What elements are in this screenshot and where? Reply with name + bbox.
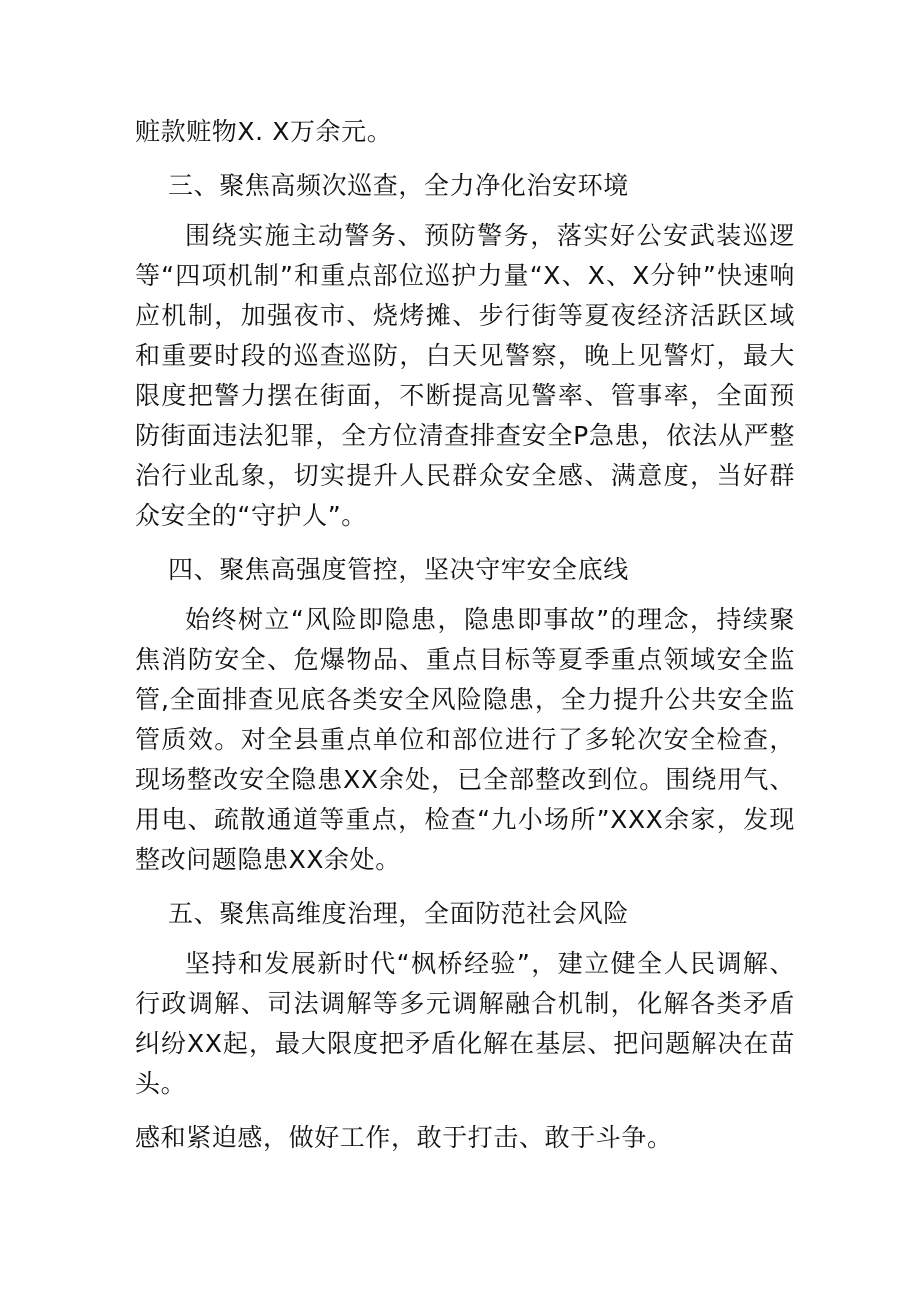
document-body: [135, 112, 795, 1158]
section-4-heading: 四、聚焦高强度管控，坚决守牢安全底线: [168, 555, 629, 584]
section-5-heading: 五、聚焦高维度治理，全面防范社会风险: [168, 899, 629, 928]
section-3-body: 围绕实施主动警务、预防警务，落实好公安武装巡逻等“四项机制”和重点部位巡护力量“X、X、X分钟”快速响应机制，加强夜市、烧烤摊、步行街等夏夜经济活跃区域和重要时段的巡查巡防，白天见警察，晚上见警灯，最大限度把警力摆在街面，不断提高见警率、管事率，全面预防街面违法犯罪，全方位清查排查安全P急患，依法从严整治行业乱象，切实提升人民群众安全感、满意度，当好群众安全的“守护人”。: [135, 221, 795, 530]
section-5-body: 坚持和发展新时代“枫桥经验”，建立健全人民调解、行政调解、司法调解等多元调解融合机制，化解各类矛盾纠纷XX起，最大限度把矛盾化解在基层、把问题解决在苗头。: [135, 949, 795, 1098]
closing-line: 感和紧迫感，做好工作，敢于打击、敢于斗争。: [135, 1123, 673, 1152]
section-4-body: 始终树立“风险即隐患，隐患即事故”的理念，持续聚焦消防安全、危爆物品、重点目标等夏季重点领域安全监管,全面排查见底各类安全风险隐患，全力提升公共安全监管质效。对全县重点单位和部位进行了多轮次安全检查，现场整改安全隐患XX余处，已全部整改到位。围绕用气、用电、疏散通道等重点，检查“九小场所”XXX余家，发现整改问题隐患XX余处。: [135, 605, 795, 874]
section-3-heading: 三、聚焦高频次巡查，全力净化治安环境: [168, 171, 629, 200]
fragment-line: 赃款赃物X. X万余元。: [135, 117, 393, 146]
